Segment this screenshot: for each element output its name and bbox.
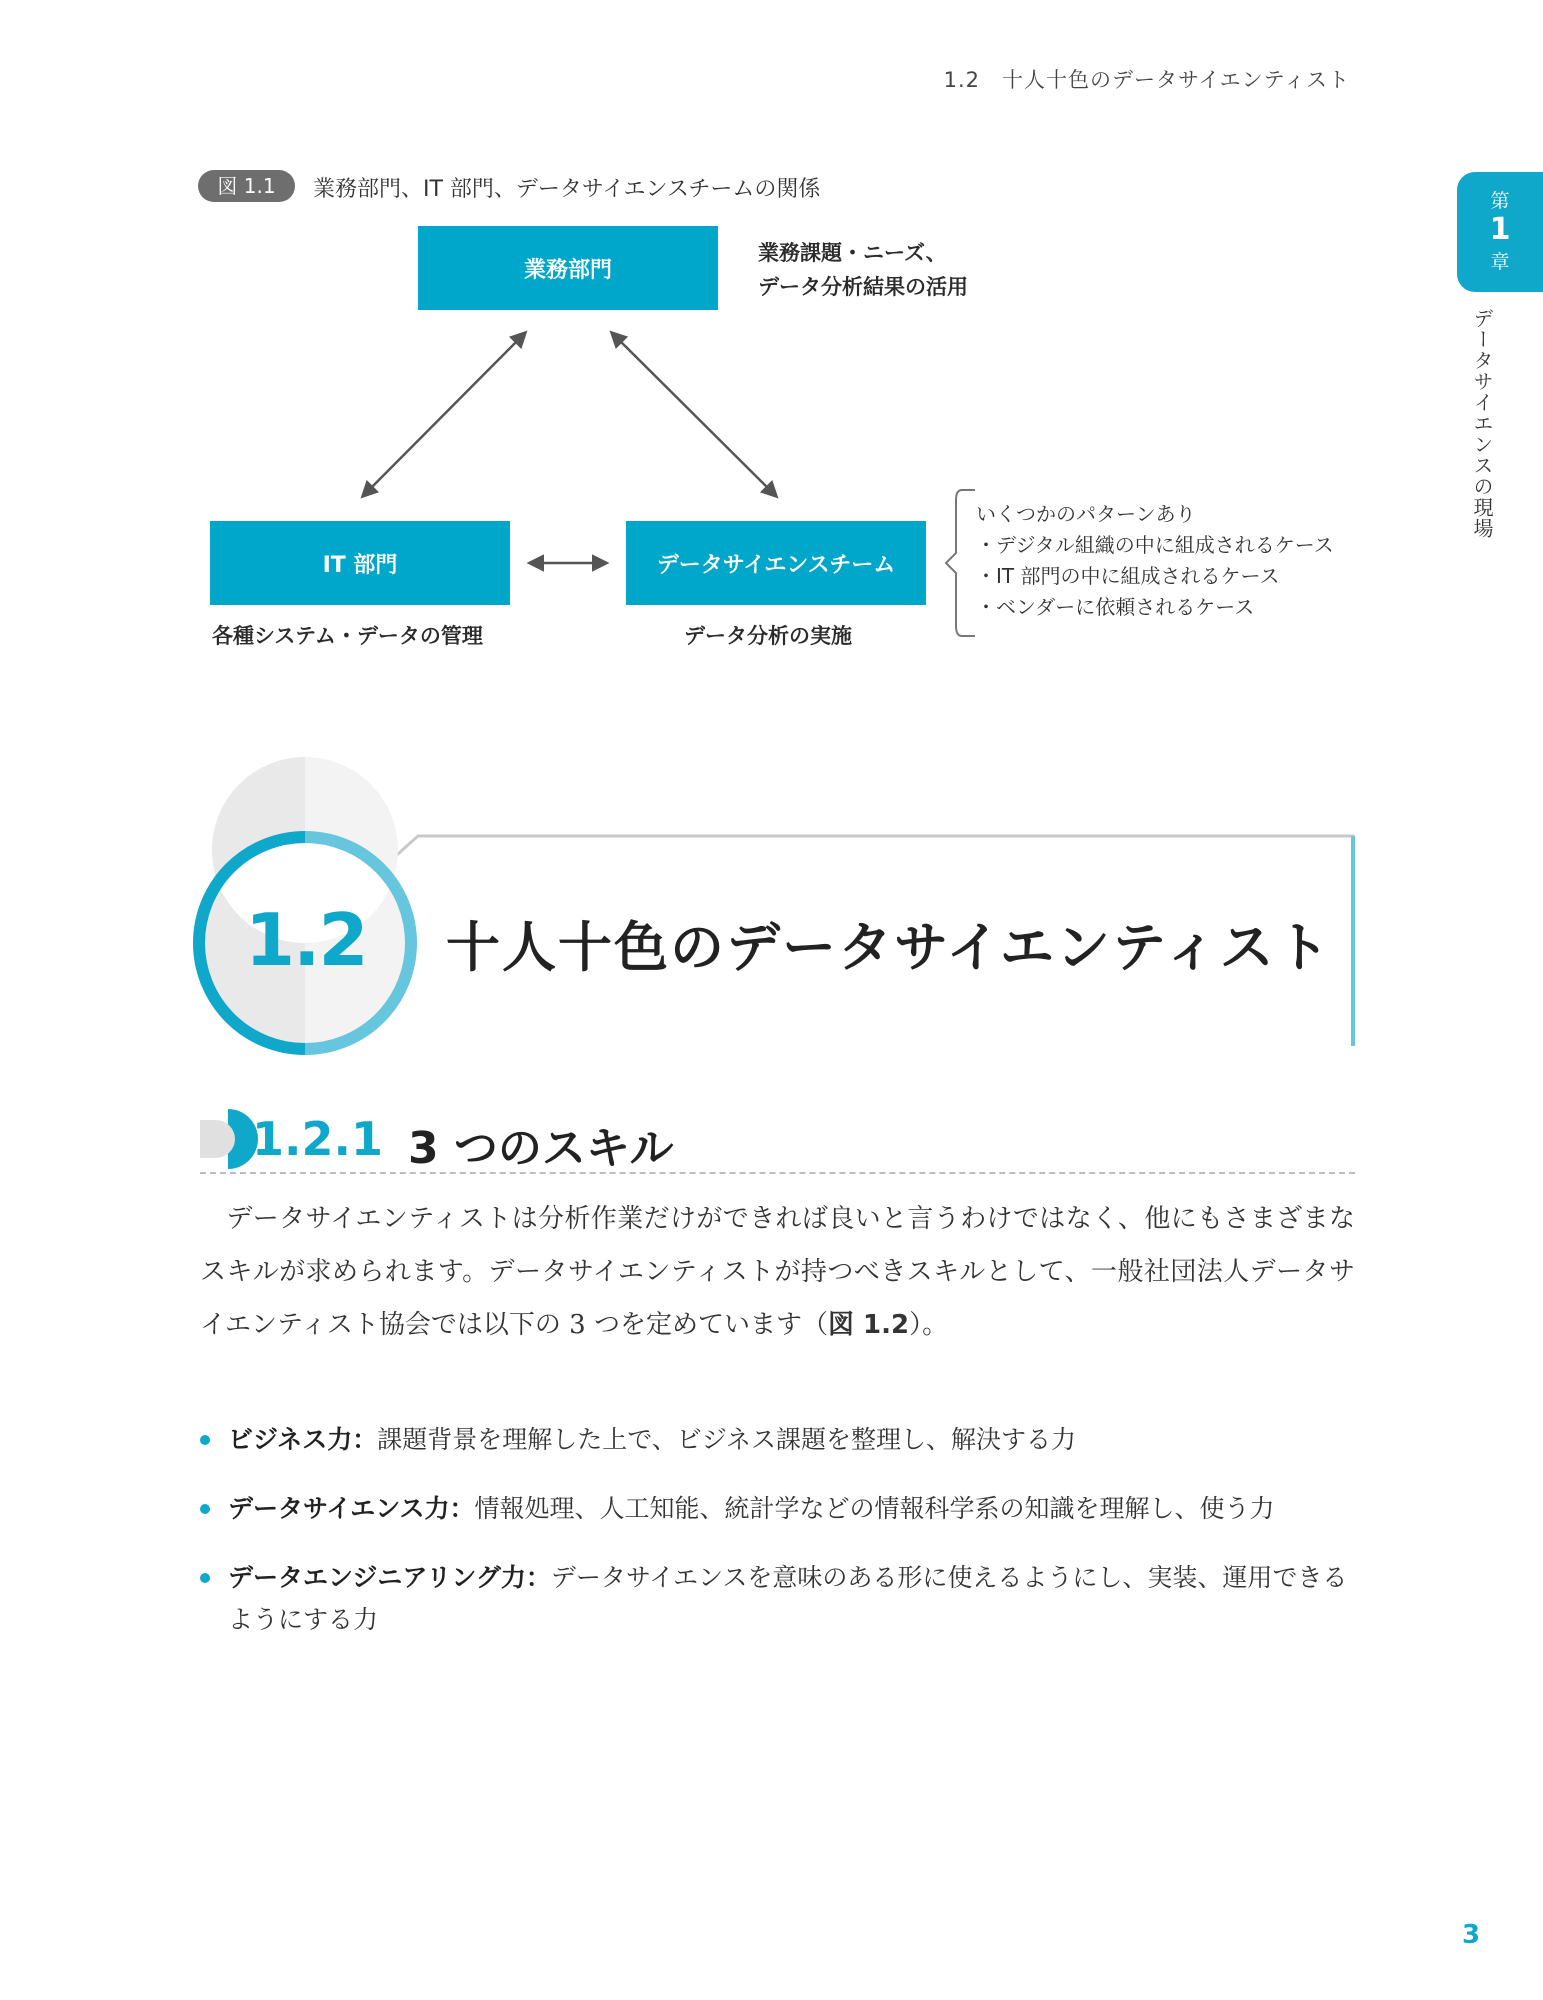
bullet-desc: 課題背景を理解した上で、ビジネス課題を整理し、解決する力 — [377, 1425, 1077, 1454]
subsection-title: 3 つのスキル — [408, 1123, 674, 1174]
running-head: 1.2 十人十色のデータサイエンティスト — [943, 68, 1350, 92]
ds-note: データ分析の実施 — [684, 624, 852, 648]
box-business-dept: 業務部門 — [418, 226, 718, 310]
list-item — [200, 1488, 1360, 1530]
chapter-tab-number: 1 — [1489, 212, 1511, 247]
section-title: 十人十色のデータサイエンティスト — [446, 916, 1332, 979]
figure-reference[interactable]: 図 1.2 — [827, 1310, 910, 1340]
chapter-title-vertical: データサイエンスの現場 — [1470, 308, 1494, 539]
skills-list — [200, 1419, 1360, 1668]
patterns-heading: いくつかのパターンあり — [976, 502, 1196, 526]
it-note: 各種システム・データの管理 — [212, 624, 483, 648]
bullet-term: データエンジニアリング力： — [228, 1563, 551, 1592]
box-data-science-team: データサイエンスチーム — [626, 521, 926, 605]
bullet-term: データサイエンス力： — [228, 1494, 475, 1523]
subsection-number: 1.2.1 — [252, 1112, 383, 1166]
business-note-line-1: 業務課題・ニーズ、 — [758, 241, 947, 265]
figure-badge: 図 1.1 — [198, 170, 295, 202]
chapter-tab-label-top: 第 — [1490, 190, 1510, 212]
figure-caption: 業務部門、IT 部門、データサイエンスチームの関係 — [313, 177, 821, 202]
body-text-after: ）。 — [909, 1310, 949, 1340]
bullet-desc: データサイエンスを意味のある形に使えるようにし、実装、運用できるようにする力 — [228, 1563, 1348, 1634]
box-it-dept: IT 部門 — [210, 521, 510, 605]
bullet-dot-icon — [200, 1573, 210, 1583]
bullet-dot-icon — [200, 1504, 210, 1514]
body-text-before: データサイエンティストは分析作業だけができれば良いと言うわけではなく、他にもさまざまなスキルが求められます。データサイエンティストが持つべきスキルとして、一般社団法人データサイエンティスト協会では以下の 3 つを定めています（ — [200, 1204, 1355, 1340]
bullet-term: ビジネス力： — [228, 1425, 378, 1454]
body-paragraph — [200, 1193, 1355, 1352]
patterns-item: ・IT 部門の中に組成されるケース — [976, 564, 1280, 588]
chapter-tab-label-bottom: 章 — [1490, 251, 1510, 273]
list-item — [200, 1557, 1360, 1641]
section-number: 1.2 — [245, 898, 367, 982]
patterns-item: ・デジタル組織の中に組成されるケース — [976, 533, 1334, 557]
bullet-desc: 情報処理、人工知能、統計学などの情報科学系の知識を理解し、使う力 — [474, 1494, 1275, 1523]
business-note-line-2: データ分析結果の活用 — [758, 275, 968, 299]
list-item — [200, 1419, 1360, 1461]
patterns-item: ・ベンダーに依頼されるケース — [976, 595, 1255, 619]
page-number: 3 — [1462, 1920, 1481, 1950]
subsection-divider — [200, 1172, 1355, 1174]
bullet-dot-icon — [200, 1435, 210, 1445]
